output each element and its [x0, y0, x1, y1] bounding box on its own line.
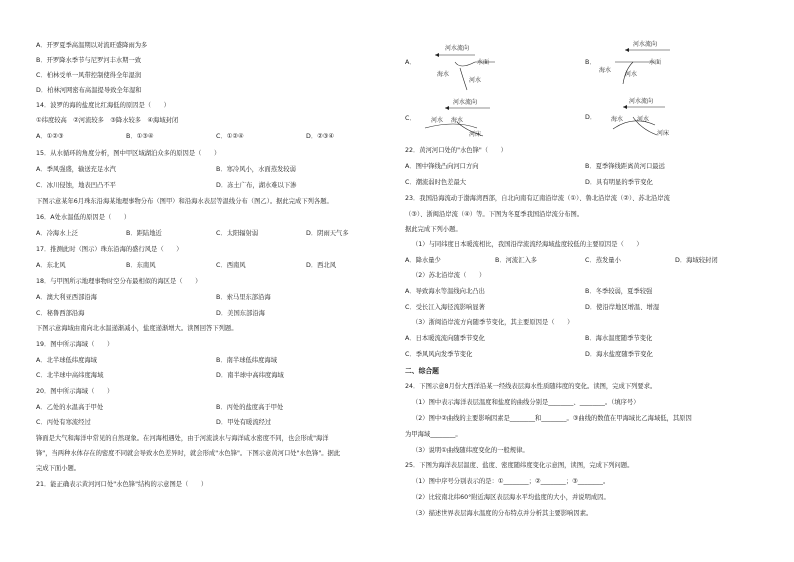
- diagram-a: [405, 40, 525, 100]
- text-line: A．开罗夏季高温期以对流旺盛降雨为多: [36, 42, 148, 49]
- text-line: 25．下图为海洋表层温度、盐度、密度随纬度变化示意图，读图，完成下列问题。: [405, 462, 634, 469]
- text-line: 下图示意某年6月珠东沿海某地理事物分布（图甲）和沿海水表层等温线分布（图乙）。据此完成下列各题。: [36, 198, 333, 205]
- text-line: （3）浙闽沿岸流方向随季节变化，其主要原因是（ ）: [412, 319, 574, 326]
- text-line: A．北半球低纬度海域: [36, 357, 97, 364]
- text-line: 完成下面小题。: [36, 465, 81, 472]
- label-1: 海水: [611, 116, 624, 123]
- text-line: C．柏林受单一风带控制使得全年湿润: [36, 72, 142, 79]
- diagram-letter: B．: [585, 59, 596, 66]
- text-line: B．海水温度随季节变化: [585, 335, 653, 342]
- text-line: A．降水量少: [405, 257, 441, 264]
- text-line: D．海水盐度随季节变化: [585, 351, 653, 358]
- text-line: （3）说明①曲线随纬度变化的一般规律。: [412, 447, 529, 454]
- diagram-letter: A．: [405, 59, 416, 66]
- text-line: B．寒冷风小，水面蒸发较弱: [216, 166, 296, 173]
- text-line: 锋面是大气和海洋中常见的自然现象。在河海相遇处，由于河流淡水与海洋咸水密度不同，也会形成"海洋: [36, 435, 329, 442]
- river-flow-label: 河水流向: [629, 98, 654, 105]
- label-2: 海水: [451, 117, 464, 124]
- text-line: C．太阳辐射弱: [216, 230, 259, 237]
- text-line: （3）描述世界表层海水温度的分布特点并分析其主要影响因素。: [412, 510, 593, 517]
- text-line: C．季风风向发季节变化: [405, 351, 473, 358]
- diagram-letter: C．: [405, 115, 416, 122]
- diagram-letter: D．: [585, 114, 597, 121]
- text-line: 23．我国沿海流动于渤海湾西部，自北向南有辽南沿岸流（①）、鲁北沿岸流（②）、苏北沿岸流: [405, 195, 670, 202]
- label-1: 水面: [477, 59, 490, 66]
- text-line: D．具有明显的季节变化: [585, 179, 653, 186]
- text-line: 24．下图示意8月份大西洋沿某一经线表层海水性质随纬度的变化。读图，完成下列要求。: [405, 383, 657, 390]
- text-line: 18．与甲图所示地理事物时空分布最相似的海区是（ ）: [36, 278, 202, 285]
- text-line: B．丙处的盐度高于甲处: [216, 404, 284, 411]
- text-line: D．海域较封闭: [675, 257, 718, 264]
- text-line: （2）苏北沿岸流（ ）: [412, 272, 486, 279]
- text-line: （2）图中②曲线的主要影响因素是________和________。③曲线的数值在甲海域比乙海域低，其原因: [412, 415, 692, 422]
- river-flow-label: 河水流向: [453, 99, 478, 106]
- river-flow-label: 河水流向: [445, 45, 470, 52]
- text-line: C．西南风: [216, 262, 246, 269]
- diagram-c: [405, 98, 525, 143]
- label-2: 海水: [437, 71, 450, 78]
- text-line: C．丙处有寒流经过: [36, 419, 91, 426]
- text-line: A．乙处的水温高于甲处: [36, 404, 104, 411]
- text-line: 为甲海域________。: [405, 431, 462, 438]
- label-3: 河水: [469, 77, 482, 84]
- text-line: D．南半球中高纬度海域: [216, 372, 284, 379]
- text-line: A．东北风: [36, 262, 66, 269]
- text-line: 22．黄河河口处的"水色锋"（ ）: [405, 147, 507, 154]
- label-3: 河床: [657, 130, 670, 137]
- text-line: 16．A处水温低的原因是（ ）: [36, 214, 131, 221]
- text-line: ①纬度较高 ②河流较多 ③降水较多 ④海域封闭: [36, 117, 179, 124]
- text-line: C．冰川侵蚀，地表凹凸不平: [36, 182, 116, 189]
- diagram-b: [585, 40, 705, 100]
- text-line: C．北半球中高纬度海域: [36, 372, 104, 379]
- river-flow-label: 河水流向: [633, 41, 658, 48]
- text-line: B．距陆地近: [126, 230, 162, 237]
- text-line: C．蒸发量小: [585, 257, 621, 264]
- label-1: 河水: [431, 117, 444, 124]
- text-line: B．东南风: [126, 262, 156, 269]
- text-line: D．阴雨天气多: [306, 230, 349, 237]
- text-line: （2）比较南北纬60°附近海区表层海水平均盐度的大小，并说明成因。: [412, 494, 610, 501]
- label-2: 河水: [637, 116, 650, 123]
- text-line: 20．图中所示海域（ ）: [36, 388, 114, 395]
- text-line: C．潮流弱时色差最大: [405, 179, 467, 186]
- text-line: D．柏林河网密布高温提导致全年湿和: [36, 87, 142, 94]
- text-line: D．②③④: [306, 133, 335, 140]
- text-line: 21．能正确表示黄河河口处"水色锋"结构的示意图是（ ）: [36, 481, 208, 488]
- text-line: 据此完成下列小题。: [405, 226, 462, 233]
- text-line: A．澳大利亚西部沿海: [36, 294, 97, 301]
- text-line: A．日本暖流流向随季节变化: [405, 335, 485, 342]
- text-line: A．导致海水等温线向北凸出: [405, 288, 485, 295]
- text-line: C．受长江入海径流影响显著: [405, 304, 485, 311]
- text-line: A．①②③: [36, 133, 64, 140]
- text-line: 17．推测此时（图示）珠东沿海的盛行风是（ ）: [36, 246, 183, 253]
- text-line: C．①②④: [216, 133, 244, 140]
- text-line: B．夏季锋线距离黄河口最远: [585, 163, 665, 170]
- text-line: B．河流汇入多: [495, 257, 538, 264]
- text-line: B．①③④: [126, 133, 154, 140]
- text-line: 19．图中所示海域（ ）: [36, 341, 114, 348]
- text-line: 锋"，当两种水体存在的密度不同就会导致水色差异时，就会形成"水色锋"。下图示意黄河口处"水色锋"。据此: [36, 450, 341, 457]
- diagram-d: [585, 95, 705, 140]
- text-line: A．冷海水上泛: [36, 230, 79, 237]
- text-line: B．开罗降水季节与尼罗河丰水期一致: [36, 57, 142, 64]
- text-line: 14．波罗的海的盐度比红海低的原因是（ ）: [36, 102, 170, 109]
- text-line: （1）图中序号分别表示的是：①________；②________；③________。: [412, 478, 610, 485]
- text-line: D．美国东部沿海: [216, 310, 265, 317]
- text-line: B．索马里东部沿海: [216, 294, 271, 301]
- text-line: D．西北风: [306, 262, 337, 269]
- text-line: 15．从水循环的角度分析，图中甲区域湖泊众多的原因是（ ）: [36, 150, 221, 157]
- text-line: B．冬季较弱，夏季较强: [585, 288, 653, 295]
- label-1: 水面: [649, 59, 662, 66]
- text-line: D．甲处有暖流经过: [216, 419, 272, 426]
- text-line: D．使沿岸地区增温、增湿: [585, 304, 660, 311]
- section-heading: 二、综合题: [405, 367, 439, 375]
- text-line: （1）图中表示海洋表层温度和盐度的曲线分别是________、________。（填序号）: [412, 399, 640, 406]
- label-3: 河水: [625, 71, 638, 78]
- label-3: 河床: [469, 131, 482, 138]
- text-line: （1）与同纬度日本暖流相比，我国沿岸流流经海域盐度较低的主要原因是（ ）: [412, 241, 643, 248]
- label-2: 海水: [599, 67, 612, 74]
- text-line: C．秘鲁西部沿海: [36, 310, 85, 317]
- text-line: 下图示意海域由南向北水温递渐减小，盐度递渐增大。读图回答下列题。: [36, 325, 238, 332]
- text-line: B．南半球低纬度海域: [216, 357, 277, 364]
- text-line: A．季风强盛，输送充足水汽: [36, 166, 116, 173]
- text-line: A．图中锋线凸向河口方向: [405, 163, 479, 170]
- text-line: D．冻土广布，湖水难以下渗: [216, 182, 297, 189]
- text-line: （③）、浙闽沿岸流（④）等。下图为冬夏季我国沿岸流分布图。: [405, 211, 584, 218]
